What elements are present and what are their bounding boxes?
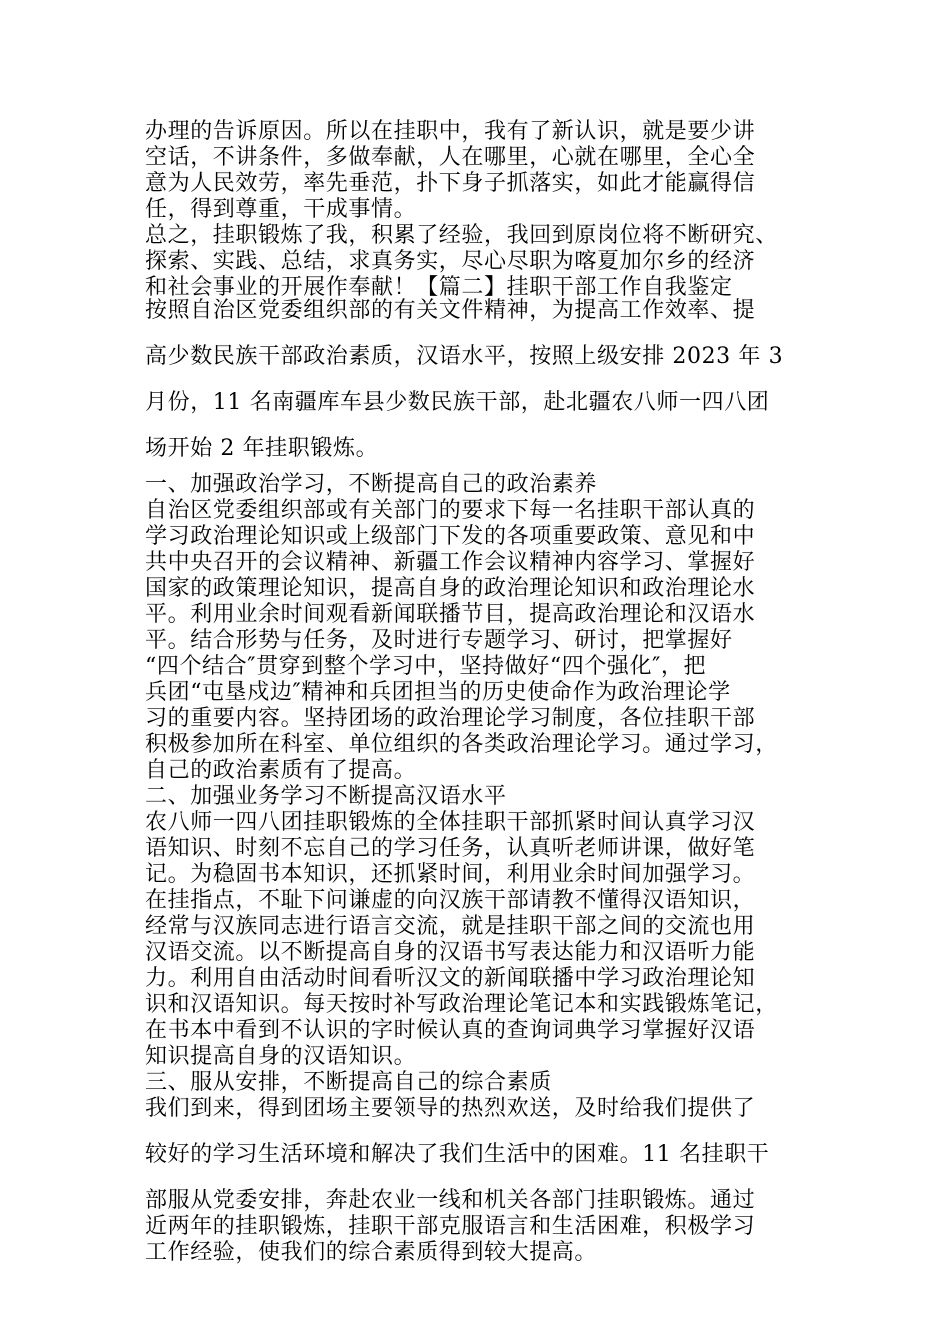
text-line: 场开始 2 年挂职锻炼。 xyxy=(145,436,379,461)
text-line: 总之，挂职锻炼了我，积累了经验，我回到原岗位将不断研究、 xyxy=(145,223,778,248)
text-line: 力。利用自由活动时间看听汉文的新闻联播中学习政治理论知 xyxy=(145,966,756,991)
text-line: 农八师一四八团挂职锻炼的全体挂职干部抓紧时间认真学习汉 xyxy=(145,810,756,835)
text-line: 自治区党委组织部或有关部门的要求下每一名挂职干部认真的 xyxy=(145,498,756,523)
text-line: “四个结合″贯穿到整个学习中，坚持做好“四个强化″，把 xyxy=(145,654,707,679)
text-line: 识和汉语知识。每天按时补写政治理论笔记本和实践锻炼笔记， xyxy=(145,992,778,1017)
text-line: 汉语交流。以不断提高自身的汉语书写表达能力和汉语听力能 xyxy=(145,940,756,965)
text-line: 月份，11 名南疆库车县少数民族干部，赴北疆农八师一四八团 xyxy=(145,390,770,415)
text-line: 知识提高自身的汉语知识。 xyxy=(145,1044,417,1069)
section-heading: 三、服从安排，不断提高自己的综合素质 xyxy=(145,1070,552,1095)
text-line: 国家的政策理论知识，提高自身的政治理论知识和政治理论水 xyxy=(145,576,756,601)
text-line: 意为人民效劳，率先垂范，扑下身子抓落实，如此才能赢得信 xyxy=(145,171,756,196)
text-line: 高少数民族干部政治素质，汉语水平，按照上级安排 2023 年 3 xyxy=(145,344,784,369)
text-line: 我们到来，得到团场主要领导的热烈欢送，及时给我们提供了 xyxy=(145,1096,756,1121)
text-line: 在书本中看到不认识的字时候认真的查询词典学习掌握好汉语 xyxy=(145,1018,756,1043)
text-line: 和社会事业的开展作奉献！【篇二】挂职干部工作自我鉴定 xyxy=(145,275,733,300)
text-line: 部服从党委安排，奔赴农业一线和机关各部门挂职锻炼。通过 xyxy=(145,1188,756,1213)
text-line: 语知识、时刻不忘自己的学习任务，认真听老师讲课，做好笔 xyxy=(145,836,756,861)
text-line: 习的重要内容。坚持团场的政治理论学习制度，各位挂职干部 xyxy=(145,706,756,731)
text-line: 积极参加所在科室、单位组织的各类政治理论学习。通过学习， xyxy=(145,732,778,757)
text-line: 探索、实践、总结，求真务实，尽心尽职为喀夏加尔乡的经济 xyxy=(145,249,756,274)
text-line: 记。为稳固书本知识，还抓紧时间，利用业余时间加强学习。 xyxy=(145,862,756,887)
text-line: 平。结合形势与任务，及时进行专题学习、研讨，把掌握好 xyxy=(145,628,733,653)
text-line: 较好的学习生活环境和解决了我们生活中的困难。11 名挂职干 xyxy=(145,1142,770,1167)
text-line: 工作经验，使我们的综合素质得到较大提高。 xyxy=(145,1240,598,1265)
text-line: 按照自治区党委组织部的有关文件精神，为提高工作效率、提 xyxy=(145,298,756,323)
text-line: 兵团“屯垦戍边″精神和兵团担当的历史使命作为政治理论学 xyxy=(145,680,731,705)
text-line: 共中央召开的会议精神、新疆工作会议精神内容学习、掌握好 xyxy=(145,550,756,575)
text-line: 近两年的挂职锻炼，挂职干部克服语言和生活困难，积极学习 xyxy=(145,1214,756,1239)
text-line: 学习政治理论知识或上级部门下发的各项重要政策、意见和中 xyxy=(145,524,756,549)
text-line: 在挂指点，不耻下问谦虚的向汉族干部请教不懂得汉语知识， xyxy=(145,888,756,913)
text-line: 自己的政治素质有了提高。 xyxy=(145,758,417,783)
text-line: 办理的告诉原因。所以在挂职中，我有了新认识，就是要少讲 xyxy=(145,119,756,144)
text-line: 平。利用业余时间观看新闻联播节目，提高政治理论和汉语水 xyxy=(145,602,756,627)
text-line: 任，得到尊重，干成事情。 xyxy=(145,197,417,222)
section-heading: 二、加强业务学习不断提高汉语水平 xyxy=(145,784,507,809)
section-heading: 一、加强政治学习，不断提高自己的政治素养 xyxy=(145,472,598,497)
text-line: 经常与汉族同志进行语言交流，就是挂职干部之间的交流也用 xyxy=(145,914,756,939)
text-line: 空话，不讲条件，多做奉献，人在哪里，心就在哪里，全心全 xyxy=(145,145,756,170)
